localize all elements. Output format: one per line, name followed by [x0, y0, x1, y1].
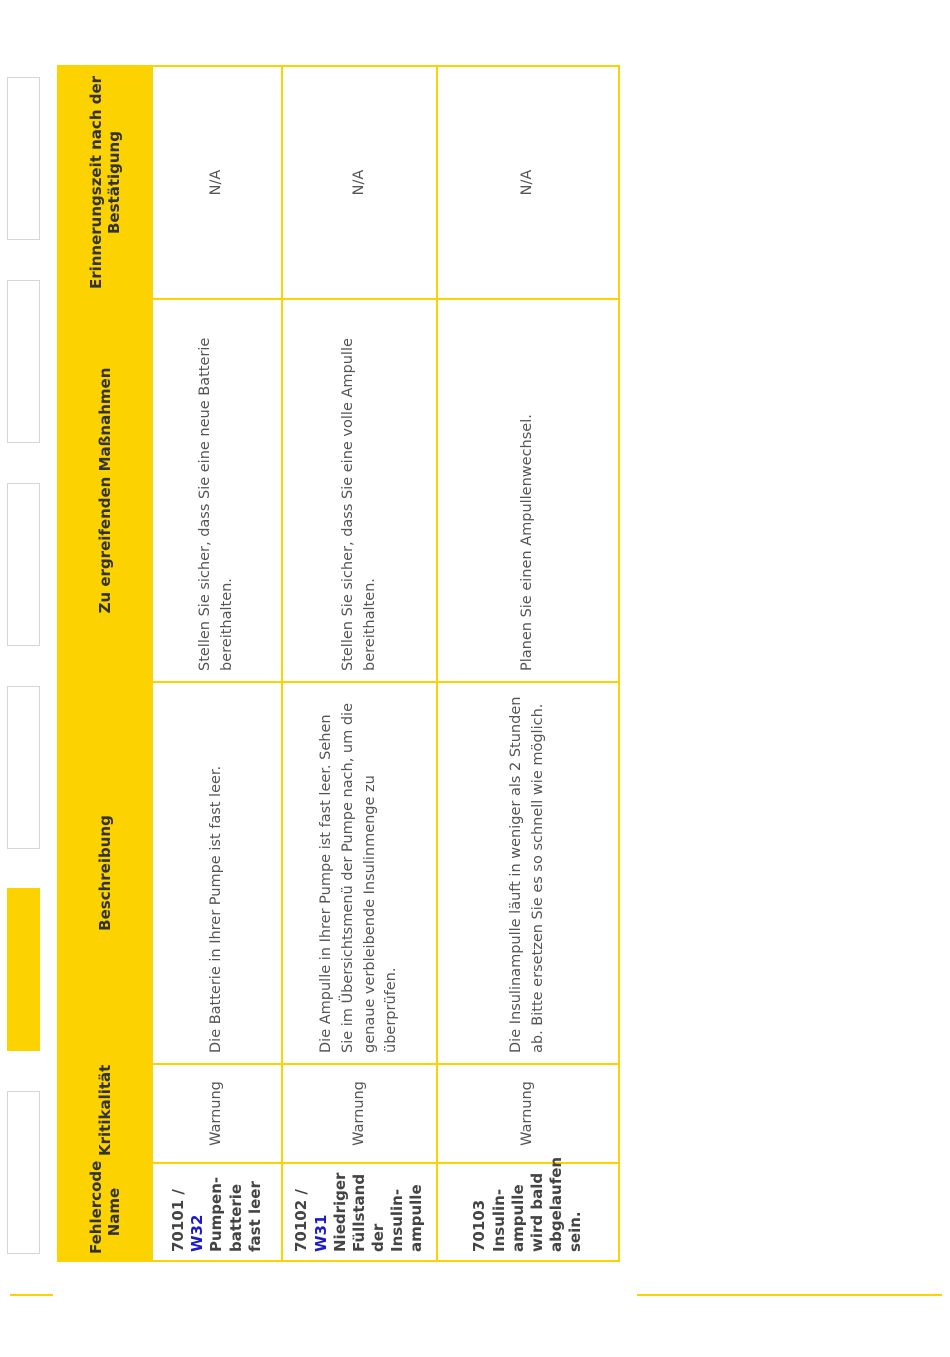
footer-line-right	[637, 1294, 942, 1296]
table-row	[152, 66, 282, 1261]
severity-cell: Warnung	[282, 1064, 437, 1163]
header-reminder: Erinnerungszeit nach der Bestätigung	[58, 66, 152, 299]
action-cell: Planen Sie einen Ampullenwechsel.	[437, 299, 619, 682]
thumb-tab-active	[7, 888, 40, 1051]
thumb-tab-1	[7, 77, 40, 240]
header-severity: Kritikalität	[58, 1064, 152, 1163]
error-code-cell	[152, 1163, 282, 1261]
description-cell: Die Batterie in Ihrer Pumpe ist fast leer.	[152, 682, 282, 1064]
thumb-tab-2	[7, 280, 40, 443]
error-code-number: 70101 /	[169, 1189, 188, 1252]
header-description: Beschreibung	[58, 682, 152, 1064]
header-action: Zu ergreifenden Maßnahmen	[58, 299, 152, 682]
description-cell: Die Insulinampulle läuft in weniger als 2 Stunden ab. Bitte ersetzen Sie es so schnell wie möglich.	[437, 682, 619, 1064]
reminder-cell: N/A	[152, 66, 282, 299]
reminder-cell: N/A	[437, 66, 619, 299]
reminder-cell: N/A	[282, 66, 437, 299]
error-name: Insulin- ampulle wird bald abgelaufen sein.	[489, 1156, 585, 1252]
error-code-number: 70102 /	[292, 1189, 311, 1252]
thumb-tab-6	[7, 1091, 40, 1254]
error-name: Niedriger Füllstand der Insulin- ampulle	[330, 1172, 426, 1252]
error-code-table	[57, 65, 620, 1262]
error-code-cell	[282, 1163, 437, 1261]
table-header-row	[58, 66, 152, 1261]
error-code-number: 70103	[470, 1199, 489, 1252]
header-code: Fehlercode Name	[58, 1163, 152, 1261]
table-row	[282, 66, 437, 1261]
action-cell: Stellen Sie sicher, dass Sie eine neue Batterie bereithalten.	[152, 299, 282, 682]
footer-line-left	[10, 1294, 53, 1296]
error-name: Pumpen- batterie fast leer	[207, 1176, 264, 1252]
description-cell: Die Ampulle in Ihrer Pumpe ist fast leer. Sehen Sie im Übersichtsmenü der Pumpe nach, um die genaue verbleibende Insulinmenge zu überprüfen.	[282, 682, 437, 1064]
severity-cell: Warnung	[152, 1064, 282, 1163]
thumb-tab-4	[7, 686, 40, 849]
table-row	[437, 66, 619, 1261]
error-code-cell	[437, 1156, 619, 1261]
warning-code-link[interactable]: W31	[311, 1214, 330, 1252]
thumb-tab-3	[7, 483, 40, 646]
action-cell: Stellen Sie sicher, dass Sie eine volle Ampulle bereithalten.	[282, 299, 437, 682]
severity-cell: Warnung	[437, 1064, 619, 1163]
rotated-table-wrapper	[57, 67, 620, 1262]
warning-code-link[interactable]: W32	[188, 1214, 207, 1252]
